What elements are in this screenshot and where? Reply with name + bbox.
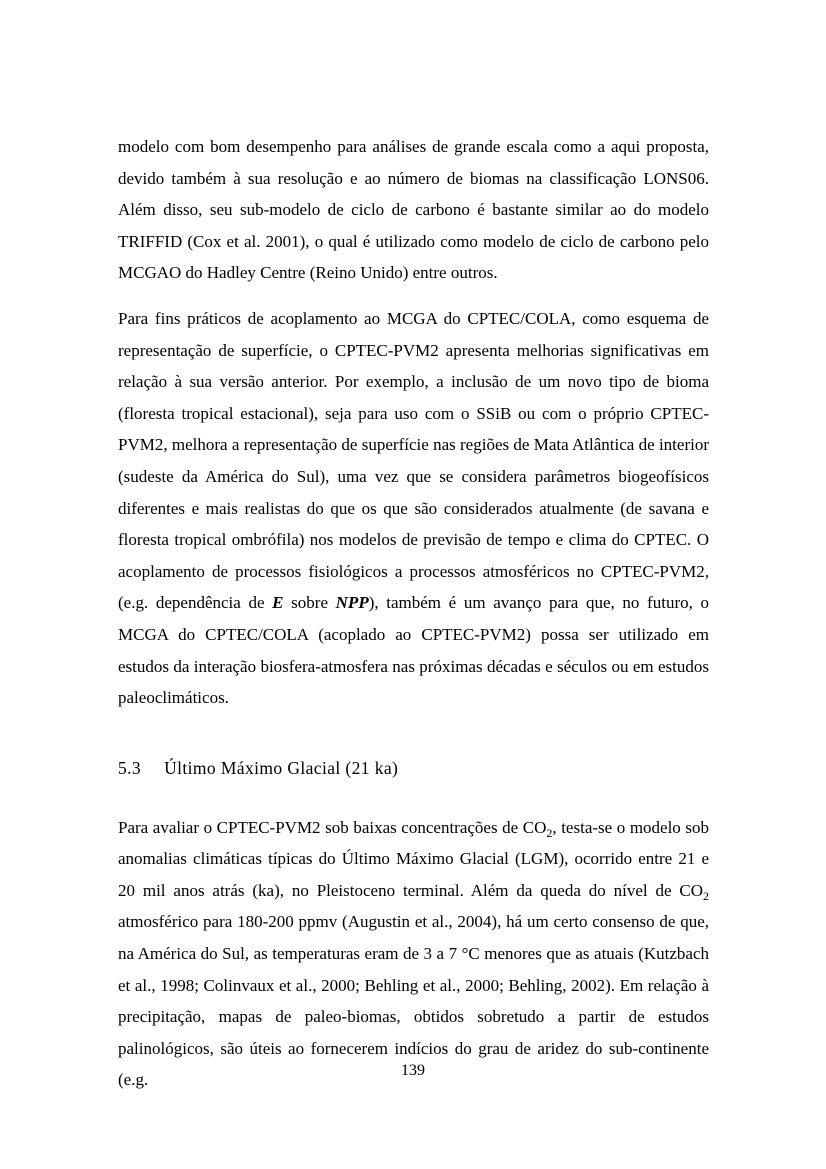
- paragraph-1: [118, 131, 709, 289]
- paragraph-1-text: modelo com bom desempenho para análises de grande escala como a aqui proposta, devido também à sua resolução e ao número de biomas na classificação LONS06. Além disso, seu sub-modelo de ciclo de carbono é bastante similar ao do modelo TRIFFID (Cox et al. 2001), o qual é utilizado como modelo de ciclo de carbono pelo MCGAO do Hadley Centre (Reino Unido) entre outros.: [118, 137, 709, 283]
- variable-e: E: [272, 593, 284, 613]
- paragraph-2-text: ), também é um avanço para que, no futuro, o MCGA do CPTEC/COLA (acoplado ao CPTEC-PVM2) possa ser utilizado em estudos da interação biosfera-atmosfera nas próximas décadas e séculos ou em estudos paleoclimáticos.: [118, 593, 710, 708]
- paragraph-2: [118, 303, 709, 714]
- section-number: 5.3: [118, 757, 142, 778]
- co2-subscript: 2: [703, 888, 709, 903]
- paragraph-3: [118, 812, 709, 1096]
- variable-npp: NPP: [335, 593, 369, 613]
- section-title: Último Máximo Glacial (21 ka): [164, 757, 399, 778]
- paragraph-2-text: Para fins práticos de acoplamento ao MCGA do CPTEC/COLA, como esquema de representação de superfície, o CPTEC-PVM2 apresenta melhorias significativas em relação à sua versão anterior. Por exemplo, a inclusão de um novo tipo de bioma (floresta tropical estacional), seja para uso com o SSiB ou com o próprio CPTEC-PVM2, melhora a representação de superfície nas regiões de Mata Atlântica de interior (sudeste da América do Sul), uma vez que se considera parâmetros biogeofísicos diferentes e mais realistas do que os que são considerados atualmente (de savana e floresta tropical ombrófila) nos modelos de previsão de tempo e clima do CPTEC. O acoplamento de processos fisiológicos a processos atmosféricos no CPTEC-PVM2, (e.g. dependência de: [118, 308, 709, 613]
- page-body: [118, 131, 709, 1096]
- paragraph-3-text: atmosférico para 180-200 ppmv (Augustin et al., 2004), há um certo consenso de que, na América do Sul, as temperaturas eram de 3 a 7 °C menores que as atuais (Kutzbach et al., 1998; Colinvaux et al., 2000; Behling et al., 2000; Behling, 2002). Em relação à precipitação, mapas de paleo-biomas, obtidos sobretudo a partir de estudos palinológicos, são úteis ao fornecerem indícios do grau de aridez do sub-continente (e.g.: [118, 912, 709, 1090]
- co2-subscript: 2: [546, 825, 553, 840]
- section-heading: [118, 758, 709, 779]
- paragraph-3-text: Para avaliar o CPTEC-PVM2 sob baixas concentrações de CO: [118, 817, 547, 837]
- paragraph-3-text: , testa-se o modelo sob anomalias climáticas típicas do Último Máximo Glacial (LGM), ocorrido entre 21 e 20 mil anos atrás (ka), no Pleistoceno terminal. Além da queda do nível de CO: [118, 817, 709, 900]
- paragraph-2-text: sobre: [283, 593, 336, 613]
- page-number: 139: [401, 1062, 425, 1079]
